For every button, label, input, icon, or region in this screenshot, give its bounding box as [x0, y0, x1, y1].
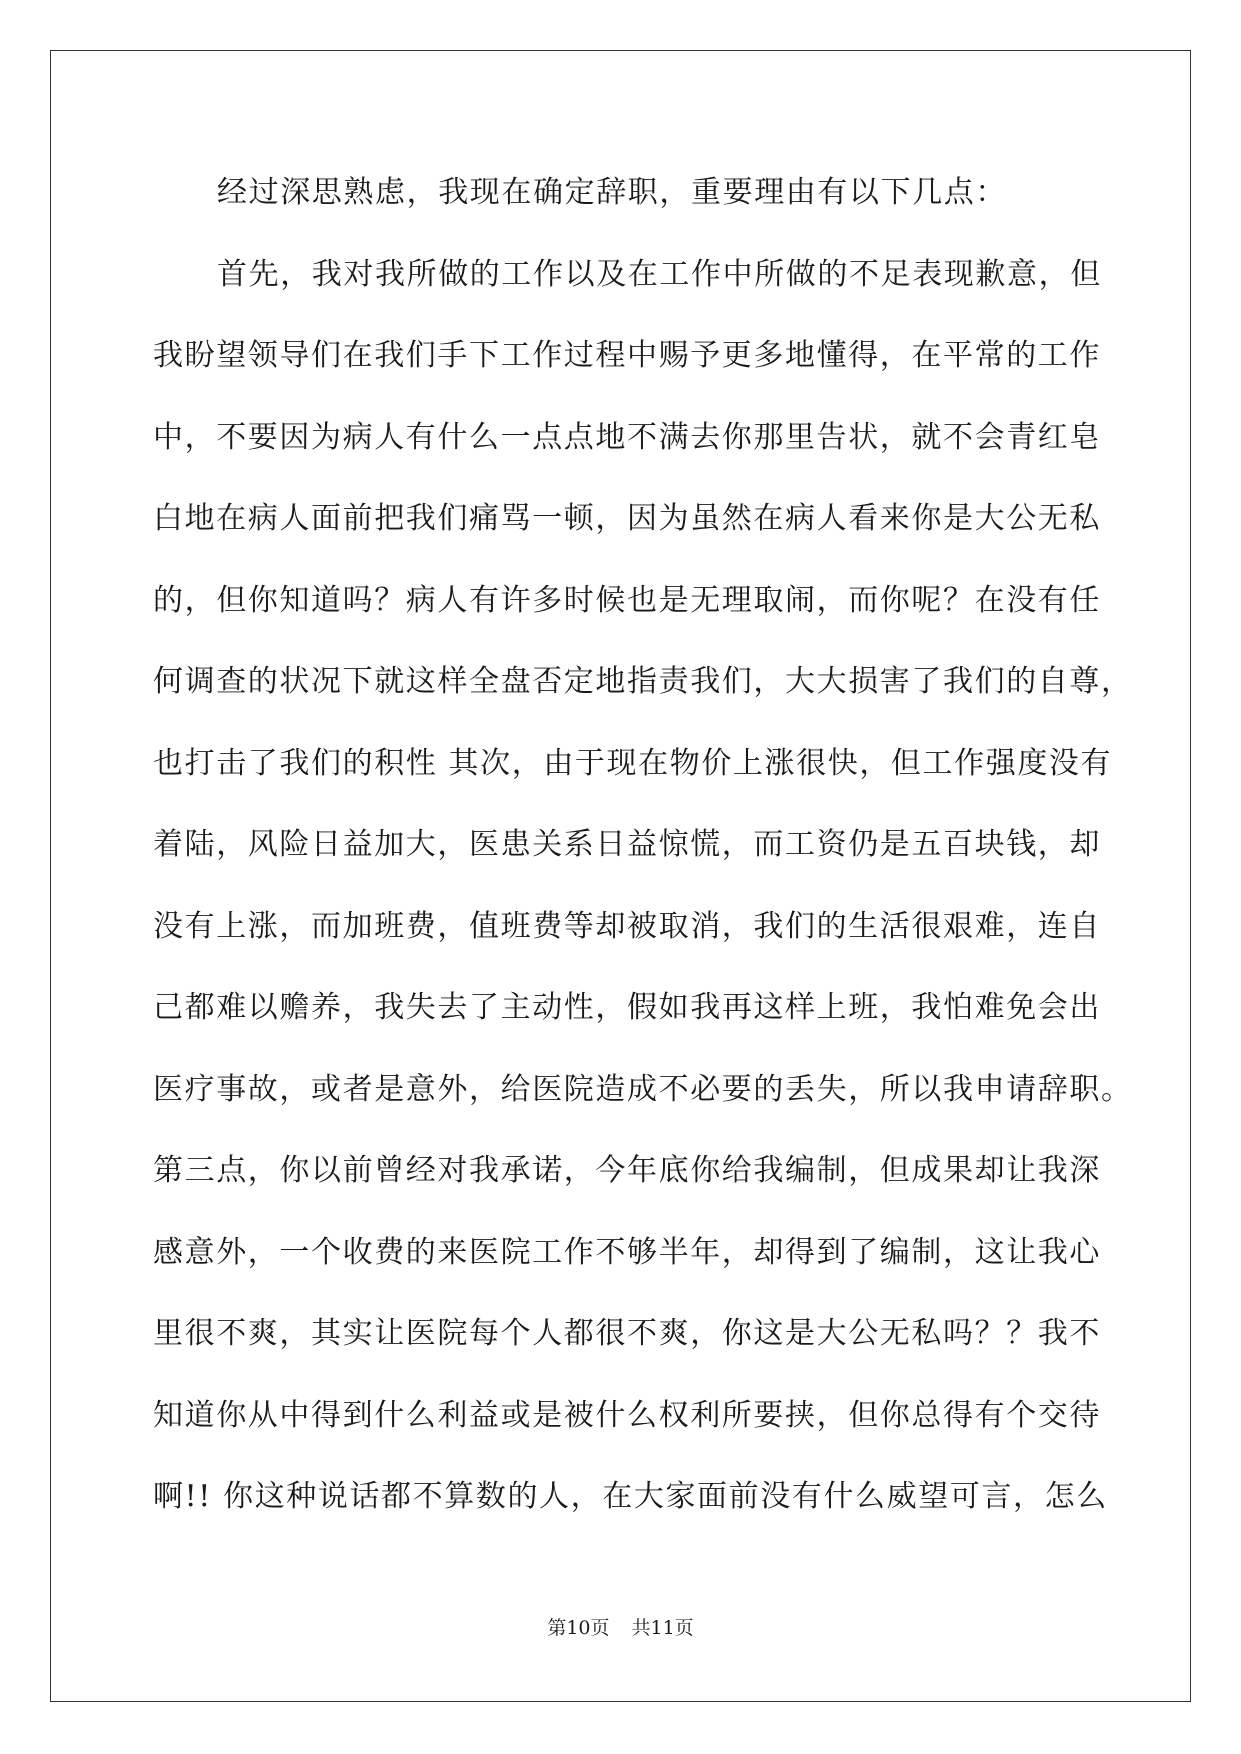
- paragraph-line: 感意外，一个收费的来医院工作不够半年，却得到了编制，这让我心: [153, 1234, 1101, 1270]
- paragraph-line: 首先，我对我所做的工作以及在工作中所做的不足表现歉意，但: [217, 256, 1102, 292]
- paragraph-line: 何调查的状况下就这样全盘否定地指责我们，大大损害了我们的自尊，: [153, 664, 1133, 699]
- page-number-total: 共11页: [631, 1617, 694, 1639]
- paragraph-line: 医疗事故，或者是意外，给医院造成不必要的丢失，所以我申请辞职。: [153, 1071, 1133, 1107]
- paragraph-line: 里很不爽，其实让医院每个人都很不爽，你这是大公无私吗？？我不: [153, 1316, 1101, 1351]
- paragraph-line: 啊!! 你这种说话都不算数的人，在大家面前没有什么威望可言，怎么: [153, 1479, 1108, 1514]
- paragraph-line: 己都难以赡养，我失去了主动性，假如我再这样上班，我怕难免会出: [153, 990, 1101, 1025]
- paragraph-line: 没有上涨，而加班费，值班费等却被取消，我们的生活很艰难，连自: [153, 908, 1101, 944]
- paragraph-line: 我盼望领导们在我们手下工作过程中赐予更多地懂得，在平常的工作: [153, 338, 1101, 373]
- page-footer: [0, 1616, 1241, 1640]
- paragraph-line: 知道你从中得到什么利益或是被什么权利所要挟，但你总得有个交待: [153, 1397, 1101, 1433]
- paragraph-line: 白地在病人面前把我们痛骂一顿，因为虽然在病人看来你是大公无私: [153, 501, 1101, 536]
- paragraph-line: 经过深思熟虑，我现在确定辞职，重要理由有以下几点：: [217, 175, 1007, 210]
- paragraph-line: 也打击了我们的积性 其次，由于现在物价上涨很快，但工作强度没有: [153, 745, 1113, 781]
- paragraph-line: 着陆，风险日益加大，医患关系日益惊慌，而工资仍是五百块钱，却: [153, 827, 1101, 862]
- document-body: [153, 163, 1133, 1549]
- paragraph-line: 的，但你知道吗？病人有许多时候也是无理取闹，而你呢？在没有任: [153, 582, 1101, 618]
- page-number-current: 第10页: [547, 1617, 610, 1639]
- paragraph-line: 第三点，你以前曾经对我承诺，今年底你给我编制，但成果却让我深: [153, 1153, 1101, 1188]
- paragraph-line: 中，不要因为病人有什么一点点地不满去你那里告状，就不会青红皂: [153, 419, 1101, 455]
